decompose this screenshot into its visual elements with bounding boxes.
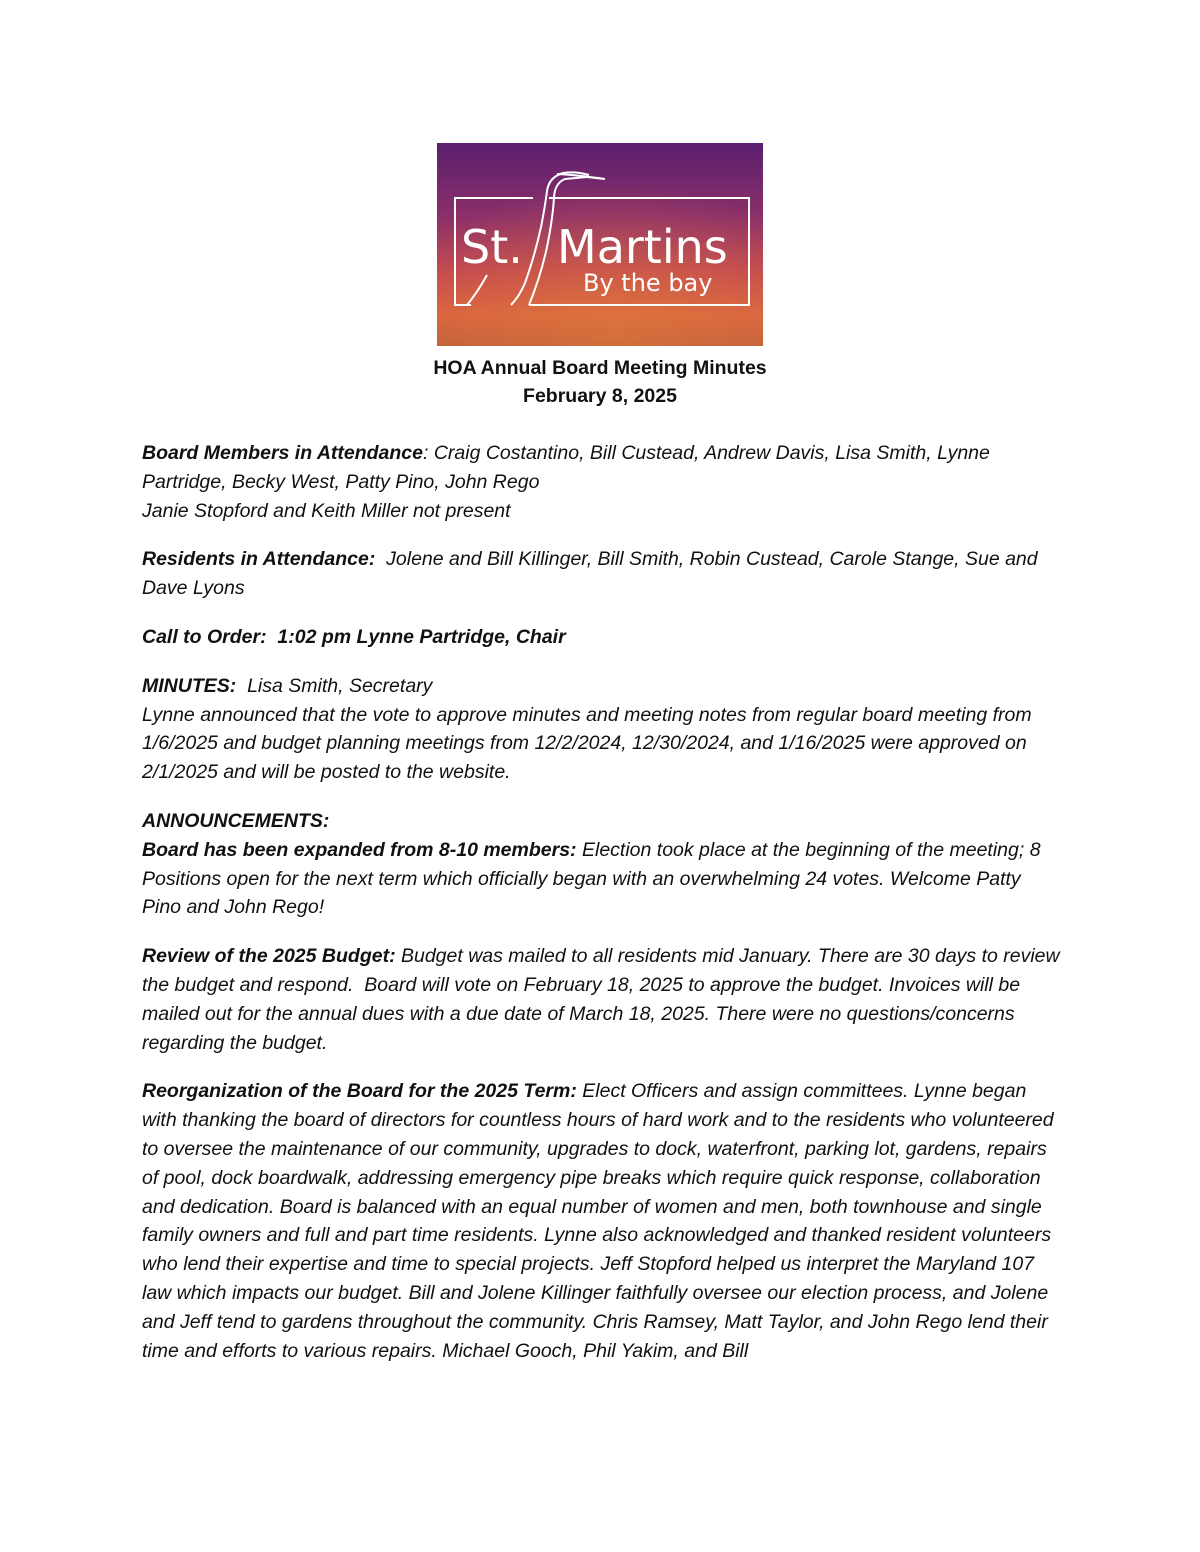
board-members-absent: Janie Stopford and Keith Miller not present	[142, 499, 511, 522]
residents-section	[142, 545, 1062, 603]
budget-review-label: Review of the 2025 Budget:	[142, 945, 396, 968]
budget-review-text: Budget was mailed to all residents mid January. There are 30 days to review the budget and respond. Board will vote on February 18, 2025 to approve the budget. Invoices will be mailed out for the annual dues with a due date of March 18, 2025. There were no questions/concerns regarding the budget.	[142, 945, 1066, 1054]
board-expanded-text: Election took place at the beginning of the meeting; 8 Positions open for the next term which officially began with an overwhelming 24 votes. Welcome Patty Pino and John Rego!	[142, 838, 1041, 919]
board-members-section	[142, 439, 1062, 525]
call-to-order-label: Call to Order: 1:02 pm Lynne Partridge, Chair	[142, 625, 566, 648]
budget-review-section	[142, 942, 1066, 1057]
minutes-label: MINUTES:	[142, 674, 237, 697]
minutes-section	[142, 672, 1062, 787]
announcements-section	[142, 807, 1062, 922]
call-to-order-section	[142, 623, 1062, 652]
document-date: February 8, 2025	[523, 385, 677, 407]
board-members-label: Board Members in Attendance	[142, 442, 423, 464]
st-martins-logo	[437, 143, 763, 346]
minutes-secretary: Lisa Smith, Secretary	[236, 674, 433, 697]
residents-label: Residents in Attendance:	[142, 548, 376, 571]
board-members-list: : Craig Costantino, Bill Custead, Andrew Davis, Lisa Smith, Lynne Partridge, Becky West, Patty Pino, John Rego	[142, 442, 990, 493]
logo-text-tagline: By the bay	[583, 269, 713, 297]
reorganization-label: Reorganization of the Board for the 2025 Term:	[142, 1080, 577, 1103]
minutes-text: Lynne announced that the vote to approve minutes and meeting notes from regular board meeting from 1/6/2025 and budget planning meetings from 12/2/2024, 12/30/2024, and 1/16/2025 were approved on 2/1/2025 and will be posted to the website.	[142, 703, 1032, 784]
logo-text-st: St.	[461, 220, 523, 274]
residents-list: Jolene and Bill Killinger, Bill Smith, Robin Custead, Carole Stange, Sue and Dave Lyons	[142, 548, 1044, 600]
minutes-body	[142, 439, 1066, 1385]
logo-text-martins: Martins	[557, 220, 728, 274]
reorganization-text: Elect Officers and assign committees. Lynne began with thanking the board of directors for countless hours of hard work and to the residents who volunteered to oversee the maintenance of our community, upgrades to dock, waterfront, parking lot, gardens, repairs of pool, dock boardwalk, addressing emergency pipe breaks which require quick response, collaboration and dedication. Board is balanced with an equal number of women and men, both townhouse and single family owners and full and part time residents. Lynne also acknowledged and thanked resident volunteers who lend their expertise and time to special projects. Jeff Stopford helped us interpret the Maryland 107 law which impacts our budget. Bill and Jolene Killinger faithfully oversee our election process, and Jolene and Jeff tend to gardens throughout the community. Chris Ramsey, Matt Taylor, and John Rego lend their time and efforts to various repairs. Michael Gooch, Phil Yakim, and Bill	[142, 1080, 1054, 1362]
board-expanded-label: Board has been expanded from 8-10 members:	[142, 838, 577, 861]
document-title: HOA Annual Board Meeting Minutes	[433, 357, 767, 379]
announcements-heading: ANNOUNCEMENTS:	[142, 809, 330, 832]
reorganization-section	[142, 1077, 1062, 1365]
